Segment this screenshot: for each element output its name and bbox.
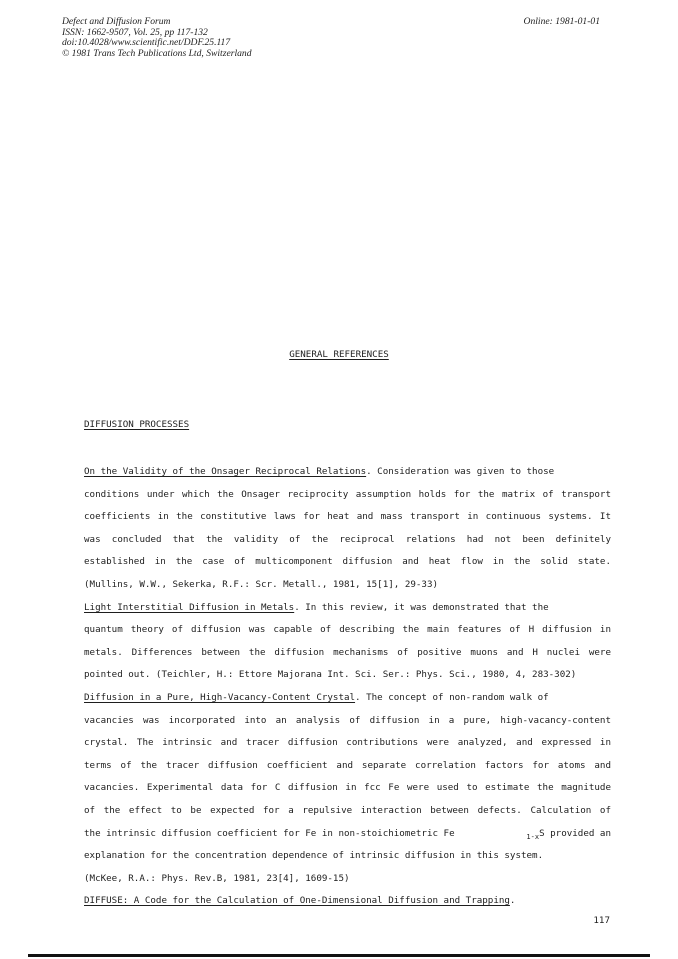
online-date: Online: 1981-01-01 <box>523 16 600 27</box>
entry-line: quantum theory of diffusion was capable of describing the main features of H diffusion in <box>84 624 611 636</box>
entry-line: terms of the tracer diffusion coefficient and separate correlation factors for atoms and <box>84 759 611 771</box>
entry-line: coefficients in the constitutive laws for heat and mass transport in continuous systems. It <box>84 511 611 523</box>
formula-text-before: the intrinsic diffusion coefficient for Fe in non-stoichiometric Fe <box>84 827 455 839</box>
entry-title-line <box>84 895 611 918</box>
entry-intro: . Consideration was given to those <box>366 466 555 477</box>
entry-citation: pointed out. (Teichler, H.: Ettore Majorana Int. Sci. Ser.: Phys. Sci., 1980, 4, 283-302) <box>84 669 577 681</box>
page-number: 117 <box>593 915 610 926</box>
entry-line: established in the case of multicomponent diffusion and heat flow in the solid state. <box>84 556 611 568</box>
entry-line: was concluded that the validity of the reciprocal relations had not been definitely <box>84 533 611 545</box>
entry-line: vacancies. Experimental data for C diffusion in fcc Fe were used to estimate the magnitude <box>84 782 611 794</box>
entry-title: Diffusion in a Pure, High-Vacancy-Content Crystal <box>84 691 356 703</box>
entry-title-line <box>84 692 611 715</box>
journal-header <box>62 17 252 59</box>
page-title-text: GENERAL REFERENCES <box>289 349 389 360</box>
journal-issn: ISSN: 1662-9507, Vol. 25, pp 117-132 <box>62 26 208 38</box>
section-heading <box>84 419 189 430</box>
formula-subscript: 1-x <box>526 832 540 841</box>
entry-citation: (Mullins, W.W., Sekerka, R.F.: Scr. Metall., 1981, 15[1], 29-33) <box>84 578 439 590</box>
section-heading-text: DIFFUSION PROCESSES <box>84 419 190 430</box>
journal-doi: doi:10.4028/www.scientific.net/DDF.25.117 <box>62 37 231 49</box>
entry-intro: . The concept of non-random walk of <box>355 691 549 703</box>
entry-line: vacancies was incorporated into an analysis of diffusion in a pure, high-vacancy-content <box>84 714 611 726</box>
entry-title: On the Validity of the Onsager Reciprocal Relations <box>84 466 367 477</box>
journal-name: Defect and Diffusion Forum <box>62 16 171 27</box>
references-body <box>84 466 611 918</box>
entry-line: of the effect to be expected for a repulsive interaction between defects. Calculation of <box>84 804 611 816</box>
entry-title: Light Interstitial Diffusion in Metals <box>84 601 295 613</box>
entry-title-line <box>84 602 611 625</box>
footer-rule <box>28 954 650 957</box>
page-title <box>0 349 678 360</box>
entry-title: DIFFUSE: A Code for the Calculation of One-Dimensional Diffusion and Trapping <box>84 895 510 907</box>
journal-copyright: © 1981 Trans Tech Publications Ltd, Switzerland <box>62 47 252 59</box>
entry-line: crystal. The intrinsic and tracer diffusion contributions were analyzed, and expressed in <box>84 737 611 749</box>
entry-line: metals. Differences between the diffusion mechanisms of positive muons and H nuclei were <box>84 646 611 658</box>
formula-text-after: S provided an <box>539 827 611 839</box>
entry-intro: . <box>509 895 516 907</box>
entry-title-line <box>84 466 611 489</box>
entry-citation: (McKee, R.A.: Phys. Rev.B, 1981, 23[4], 1609-15) <box>84 872 350 884</box>
entry-intro: . In this review, it was demonstrated that the <box>294 601 549 613</box>
entry-formula-line <box>84 828 611 851</box>
entry-line: explanation for the concentration dependence of intrinsic diffusion in this system. <box>84 850 544 862</box>
entry-line: conditions under which the Onsager reciprocity assumption holds for the matrix of transport <box>84 488 611 500</box>
